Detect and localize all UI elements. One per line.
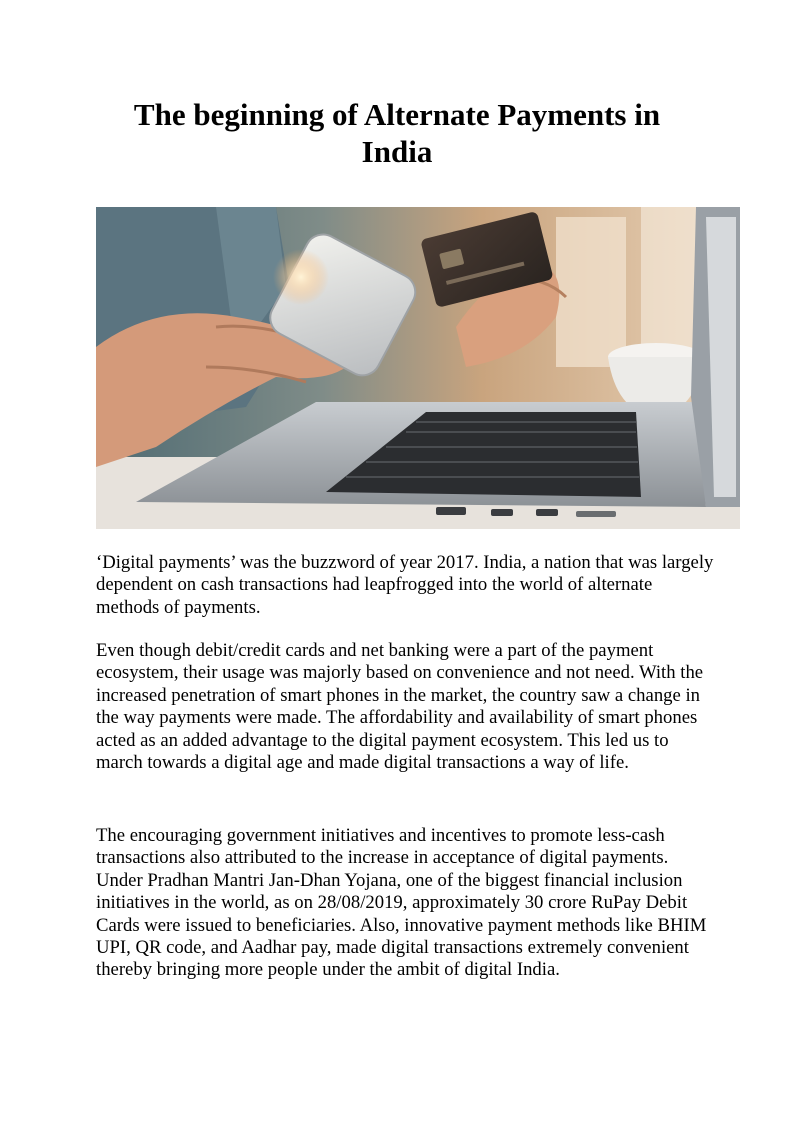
page-title: The beginning of Alternate Payments in India xyxy=(133,97,661,169)
paragraph-1: ‘Digital payments’ was the buzzword of year 2017. India, a nation that was largely dependent on cash transactions had leapfrogged into the world of alternate methods of payments. xyxy=(96,552,714,618)
laptop-phone-card-photo-icon xyxy=(96,207,740,529)
hero-image xyxy=(96,207,740,529)
paragraph-2: Even though debit/credit cards and net banking were a part of the payment ecosystem, their usage was majorly based on convenience and not need. With the increased penetration of smart phones in the market, the country saw a change in the way payments were made. The affordability and availability of smart phones acted as an added advantage to the digital payment ecosystem. This led us to march towards a digital age and made digital transactions a way of life. xyxy=(96,640,704,774)
paragraph-3: The encouraging government initiatives and incentives to promote less-cash transactions also attributed to the increase in acceptance of digital payments. Under Pradhan Mantri Jan-Dhan Yojana, one of the biggest financial inclusion initiatives in the world, as on 28/08/2019, approximately 30 crore RuPay Debit Cards were issued to beneficiaries. Also, innovative payment methods like BHIM UPI, QR code, and Aadhar pay, made digital transactions extremely convenient thereby bringing more people under the ambit of digital India. xyxy=(96,825,707,981)
